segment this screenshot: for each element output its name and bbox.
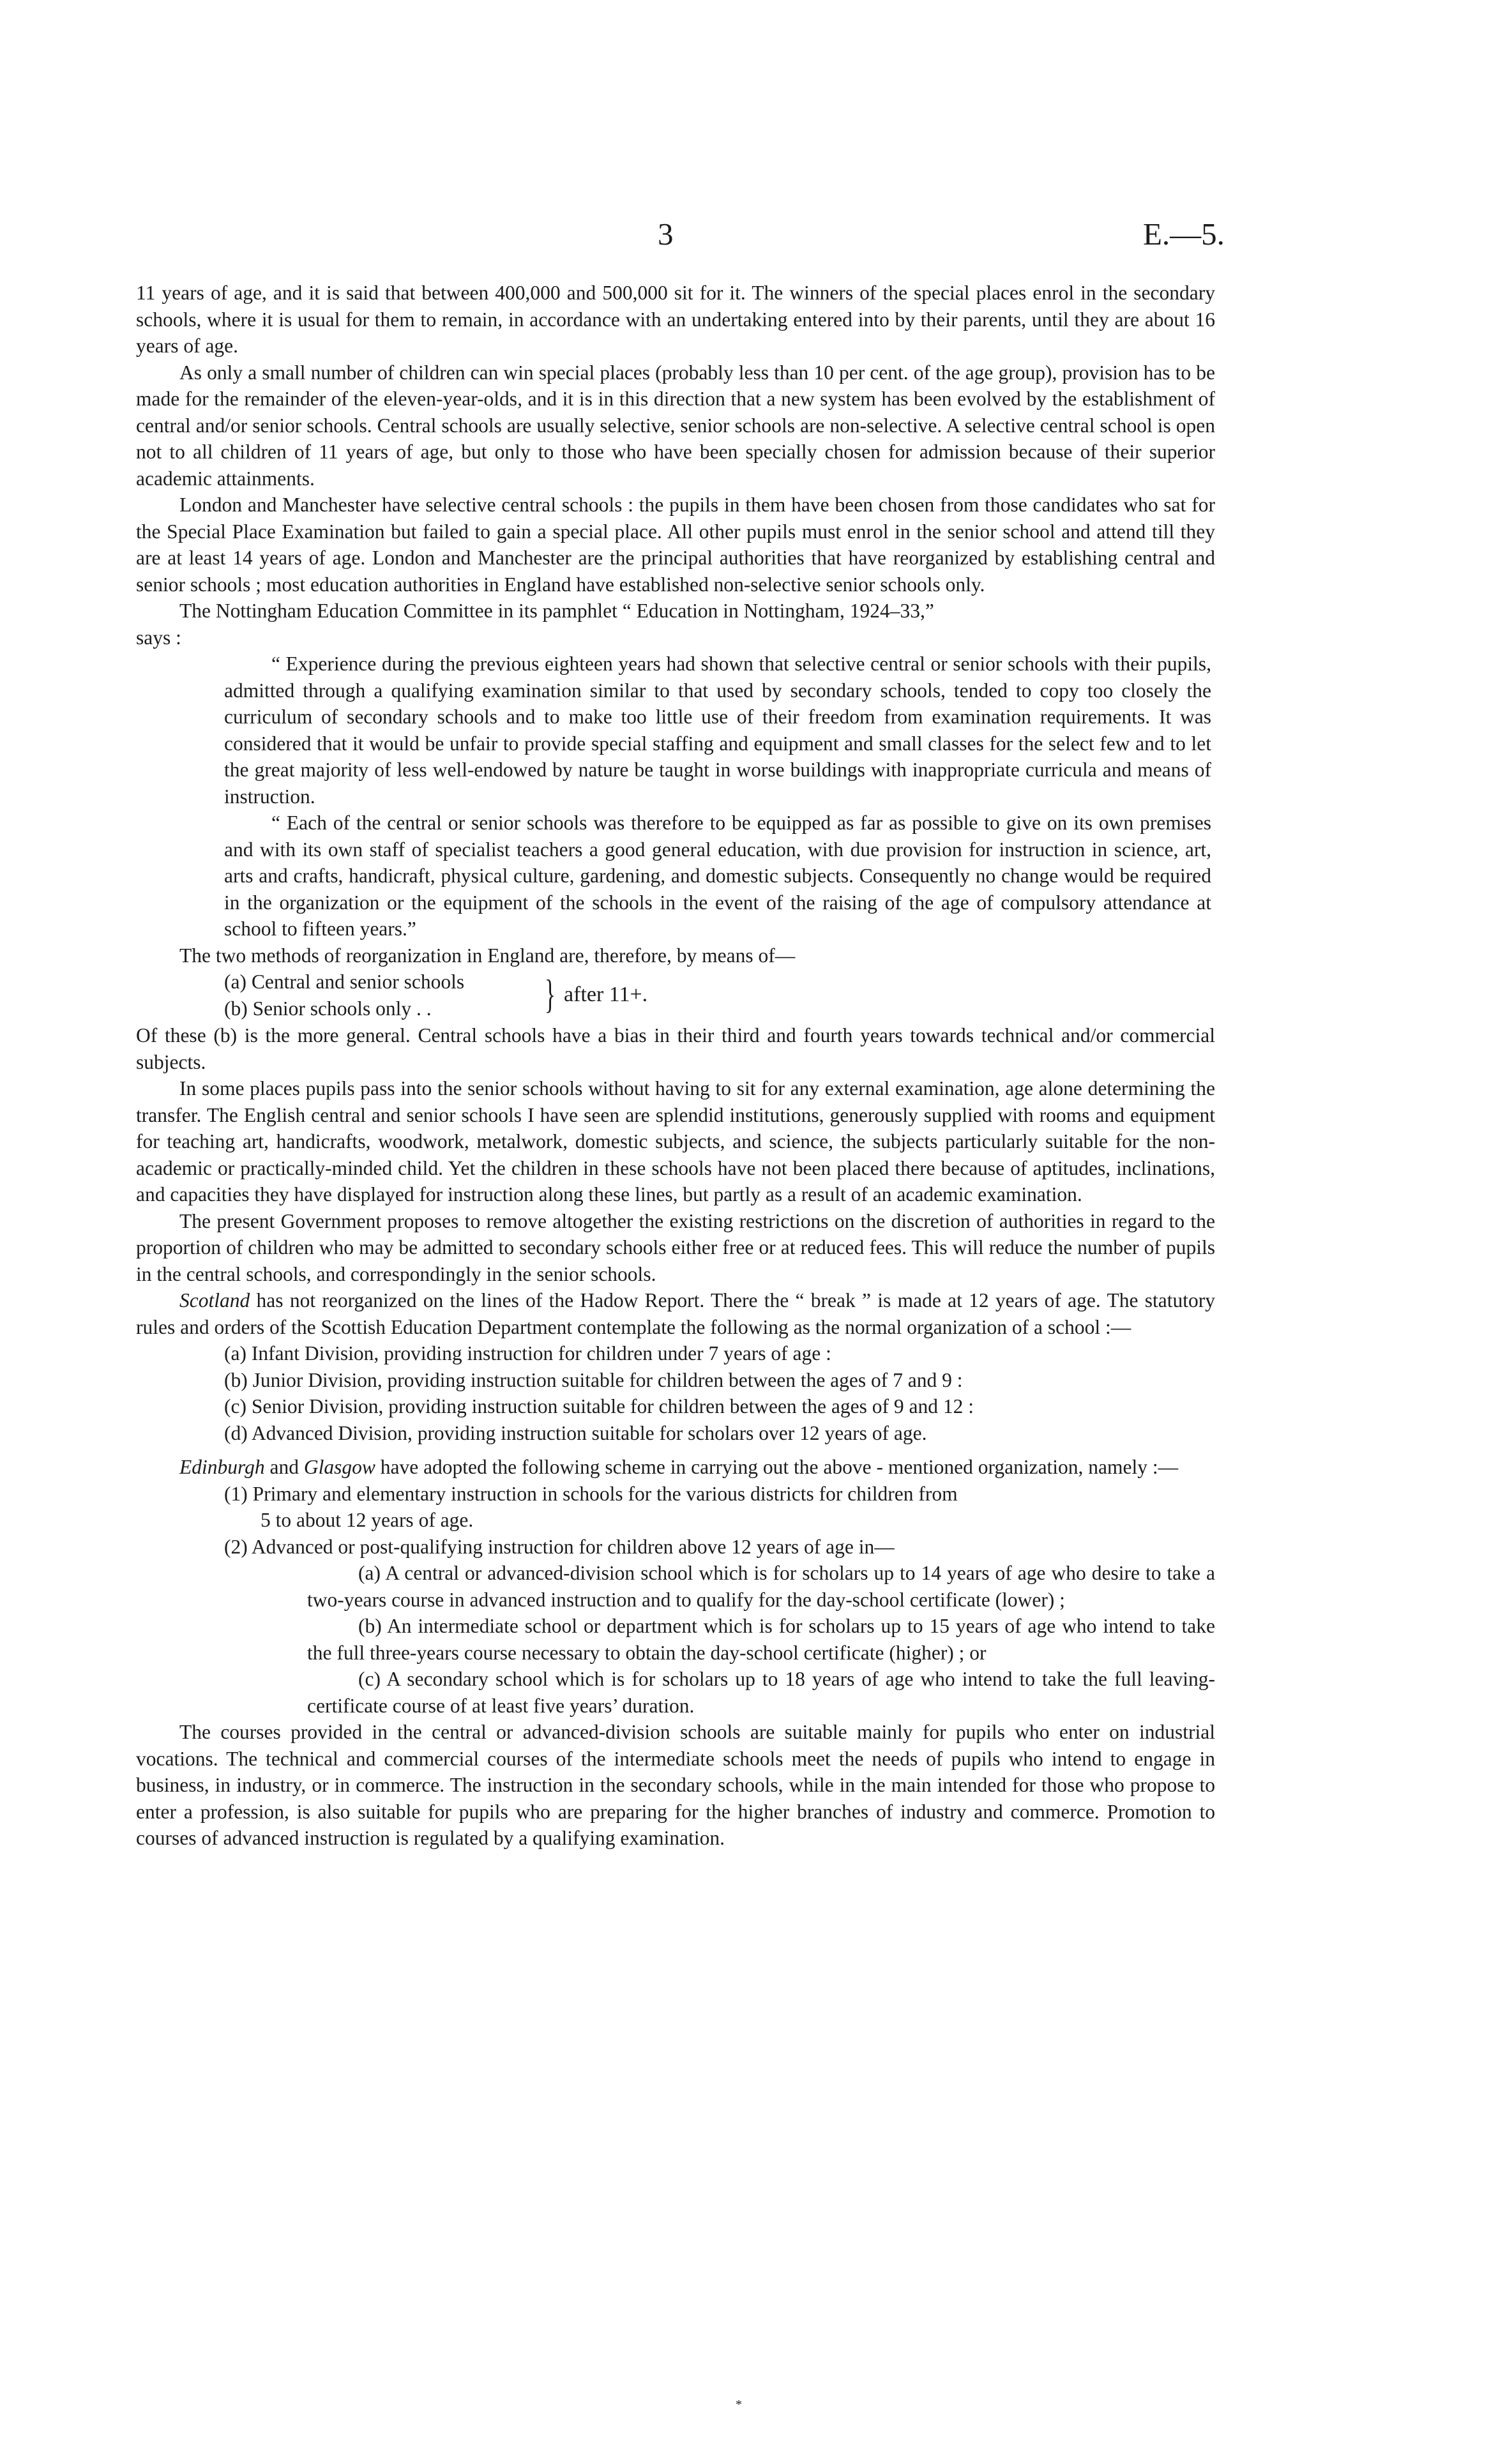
block-quote: “ Experience during the previous eighteen years had shown that selective central or senior schools with their pupils, admitted through a qualifying examination similar to that used by secondary schools, tended to copy too closely the curriculum of secondary schools and to make too little use of their freedom from examination requirements. It was considered that it would be unfair to provide special staffing and equipment and small classes for the select few and to let the great majority of less well-endowed by nature be taught in worse buildings with inappropriate curricula and means of instruction. — [224, 653, 1211, 808]
page-number: 3 — [658, 216, 674, 252]
body-text — [136, 280, 1215, 1852]
paragraph: In some places pupils pass into the senior schools without having to sit for any external examination, age alone determining the transfer. The English central and senior schools I have seen are splendid institutions, generously supplied with rooms and equipment for teaching art, handicrafts, woodwork, metalwork, domestic subjects, and science, the subjects particularly suitable for the non-academic or practically-minded child. Yet the children in these schools have not been placed there because of aptitudes, inclinations, and capacities they have displayed for instruction along these lines, but partly as a result of an academic examination. — [136, 1077, 1215, 1206]
list-item: (b) Junior Division, providing instruction suitable for children between the ages of 7 and 9 : — [224, 1368, 963, 1391]
document-code: E.—5. — [1143, 216, 1225, 252]
paragraph: London and Manchester have selective central schools : the pupils in them have been chosen from those candidates who sat for the Special Place Examination but failed to gain a special place. All other pupils must enrol in the senior school and attend till they are at least 14 years of age. London and Manchester are the principal authorities that have reorganized by establishing central and senior schools ; most education authorities in England have established non-selective senior schools only. — [136, 494, 1215, 596]
paragraph — [136, 1287, 1215, 1340]
paragraph: says : — [136, 626, 181, 649]
conjunction: and — [269, 1456, 299, 1478]
list-item: (d) Advanced Division, providing instruction suitable for scholars over 12 years of age. — [224, 1421, 927, 1444]
scotland-lead: Scotland — [179, 1289, 250, 1311]
list-item: (2) Advanced or post-qualifying instruction for children above 12 years of age in— — [224, 1535, 895, 1558]
paragraph: The present Government proposes to remove altogether the existing restrictions on the discretion of authorities in regard to the proportion of children who may be admitted to secondary schools either free or at reduced fees. This will reduce the number of pupils in the central schools, and correspondingly in the senior schools. — [136, 1209, 1215, 1285]
page-header — [0, 216, 1498, 254]
paragraph: The courses provided in the central or advanced-division schools are suitable mainly for pupils who enter on industrial vocations. The technical and commercial courses of the intermediate schools meet the needs of pupils who intend to engage in business, in industry, or in commerce. The instruction in the secondary schools, while in the main intended for those who propose to enter a profession, is also suitable for pupils who are preparing for the higher branches of industry and commerce. Promotion to courses of advanced instruction is regulated by a qualifying examination. — [136, 1721, 1215, 1849]
paragraph: The two methods of reorganization in England are, therefore, by means of— — [179, 944, 796, 967]
paragraph: Of these (b) is the more general. Central schools have a bias in their third and fourth years towards technical and/or commercial subjects. — [136, 1024, 1215, 1073]
brace-icon: } — [545, 971, 556, 1017]
paragraph-text: has not reorganized on the lines of the Hadow Report. There the “ break ” is made at 12 years of age. The statutory rules and orders of the Scottish Education Department contemplate the following as the normal organization of a school :— — [136, 1289, 1215, 1338]
sub-list-item: (a) A central or advanced-division school which is for scholars up to 14 years of age who desire to take a two-years course in advanced instruction and to qualify for the day-school certificate (lower) ; — [307, 1562, 1215, 1611]
method-a: (a) Central and senior schools — [224, 971, 465, 993]
method-b: (b) Senior schools only . . — [224, 997, 432, 1020]
paragraph: 11 years of age, and it is said that between 400,000 and 500,000 sit for it. The winners of the special places enrol in the secondary schools, where it is usual for them to remain, in accordance with an undertaking entered into by their parents, until they are about 16 years of age. — [136, 282, 1215, 357]
paragraph: The Nottingham Education Committee in its pamphlet “ Education in Nottingham, 1924–33,” — [179, 600, 934, 622]
sub-list-item: (b) An intermediate school or department which is for scholars up to 15 years of age who intend to take the full three-years course necessary to obtain the day-school certificate (higher) ; or — [307, 1615, 1215, 1664]
list-item-continuation: 5 to about 12 years of age. — [261, 1509, 474, 1531]
list-item: (1) Primary and elementary instruction in schools for the various districts for children from — [224, 1482, 958, 1505]
spacer — [136, 1446, 1215, 1454]
paragraph-text: have adopted the following scheme in carrying out the above - mentioned organization, namely :— — [380, 1456, 1179, 1478]
glasgow-lead: Glasgow — [303, 1456, 375, 1478]
reorganization-methods — [136, 969, 1215, 1022]
sub-list-item: (c) A secondary school which is for scholars up to 18 years of age who intend to take the full leaving-certificate course of at least five years’ duration. — [307, 1668, 1215, 1717]
footer-mark: * — [736, 2398, 742, 2412]
edinburgh-lead: Edinburgh — [179, 1456, 265, 1478]
paragraph — [136, 1454, 1215, 1481]
block-quote: “ Each of the central or senior schools was therefore to be equipped as far as possible to give on its own premises and with its own staff of specialist teachers a good general education, with due provision for instruction in science, art, arts and crafts, handicraft, physical culture, gardening, and domestic subjects. Consequently no change would be required in the organization or the equipment of the schools in the event of the raising of the age of compulsory attendance at school to fifteen years.” — [224, 812, 1211, 940]
paragraph: As only a small number of children can win special places (probably less than 10 per cent. of the age group), provision has to be made for the remainder of the eleven-year-olds, and it is in this direction that a new system has been evolved by the establishment of central and/or senior schools. Central schools are usually selective, senior schools are non-selective. A selective central school is open not to all children of 11 years of age, but only to those who have been specially chosen for admission because of their superior academic attainments. — [136, 361, 1215, 490]
list-item: (a) Infant Division, providing instruction for children under 7 years of age : — [224, 1342, 831, 1364]
list-item: (c) Senior Division, providing instruction suitable for children between the ages of 9 and 12 : — [224, 1395, 974, 1417]
after-label: after 11+. — [564, 983, 648, 1006]
